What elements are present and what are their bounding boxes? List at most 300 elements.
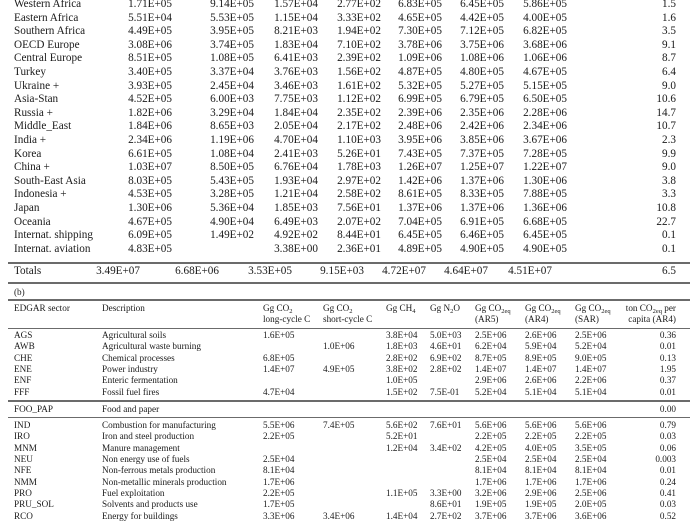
cell-c6: 7.37E+05	[460, 147, 504, 160]
cell-per-capita: 0.01	[659, 341, 676, 352]
cell-c1: 6.09E+05	[128, 229, 172, 242]
cell-sector: IND	[14, 420, 31, 430]
region-name: Internat. aviation	[14, 242, 91, 255]
cell-c4: 1.61E+02	[337, 79, 381, 92]
header-co2-long-line1: Gg $CO_2$	[263, 303, 293, 315]
table-row	[0, 134, 690, 147]
cell-c8: 10.7	[656, 120, 676, 133]
table-b-header-rule	[8, 328, 690, 329]
cell-ar4: 3.7E+06	[525, 510, 557, 521]
cell-c8: 3.8	[662, 174, 676, 187]
cell-c6: 5.27E+05	[460, 79, 504, 92]
cell-c3: 1.84E+04	[274, 106, 318, 119]
header-co2-long-line2: long-cycle C	[263, 314, 311, 324]
cell-c6: 7.12E+05	[460, 25, 504, 38]
totals-c1: 3.49E+07	[96, 265, 140, 277]
cell-c5: 2.48E+06	[398, 120, 442, 133]
cell-sar: 1.7E+06	[575, 476, 607, 487]
cell-c3: 1.93E+04	[274, 174, 318, 187]
cell-c1: 8.51E+05	[128, 52, 172, 65]
cell-c3: 2.05E+04	[274, 120, 318, 133]
region-name: Indonesia +	[14, 188, 67, 201]
cell-co2l: 2.5E+04	[263, 454, 295, 465]
cell-c8: 8.7	[662, 52, 676, 65]
cell-desc: Fossil fuel fires	[102, 386, 160, 397]
cell-c6: 6.91E+05	[460, 215, 504, 228]
cell-c2: 9.14E+05	[210, 0, 254, 10]
cell-c5: 6.45E+05	[398, 229, 442, 242]
cell-c4: 7.10E+02	[337, 38, 381, 51]
cell-c5: 1.09E+06	[398, 52, 442, 65]
cell-sar: 8.1E+04	[575, 465, 607, 476]
table-row	[0, 364, 690, 375]
table-row	[0, 39, 690, 52]
cell-per-capita: 0.52	[659, 510, 676, 521]
cell-ar4: 2.5E+04	[525, 454, 557, 465]
table-row	[0, 120, 690, 133]
cell-c8: 9.9	[662, 147, 676, 160]
cell-sector: IRO	[14, 431, 30, 442]
cell-sar: 2.2E+05	[575, 431, 607, 442]
cell-ar4: 4.0E+05	[525, 442, 557, 453]
header-n2o-subscript: 2	[450, 308, 454, 315]
cell-c5: 4.89E+05	[398, 242, 442, 255]
region-name: Southern Africa	[14, 25, 86, 38]
cell-sar: 1.4E+07	[575, 364, 607, 375]
table-row	[0, 420, 690, 431]
cell-c1: 1.03E+07	[128, 161, 172, 174]
cell-c2: 2.45E+04	[210, 79, 254, 92]
cell-c7: 6.82E+05	[523, 25, 567, 38]
cell-c6: 4.90E+05	[460, 242, 504, 255]
header-co2-long	[263, 303, 310, 325]
cell-c7: 5.86E+05	[523, 0, 567, 10]
cell-c3: 4.92E+02	[274, 229, 318, 242]
cell-co2l: 8.1E+04	[263, 465, 295, 476]
totals-c3: 3.53E+05	[248, 265, 292, 277]
cell-c2: 3.29E+04	[210, 106, 254, 119]
header-per-capita-line2: capita (AR4)	[628, 314, 676, 324]
cell-co2l: 1.6E+05	[263, 330, 295, 340]
cell-n2o: 3.3E+00	[430, 488, 462, 499]
cell-c7: 1.06E+06	[523, 52, 567, 65]
table-b-label	[0, 287, 690, 298]
cell-c7: 6.68E+05	[523, 215, 567, 228]
cell-c5: 7.04E+05	[398, 215, 442, 228]
region-name: Ukraine +	[14, 79, 60, 92]
header-per-capita	[626, 303, 676, 325]
table-row	[0, 511, 690, 522]
table-row	[0, 477, 690, 488]
table-row	[0, 353, 690, 364]
header-ar4	[525, 303, 561, 325]
cell-sar: 2.5E+04	[575, 454, 607, 465]
cell-sector: PRO	[14, 488, 32, 499]
cell-c2: 6.00E+03	[210, 93, 254, 106]
cell-desc: Enteric fermentation	[102, 375, 178, 386]
cell-c5: 4.87E+05	[398, 66, 442, 78]
cell-c1: 1.82E+06	[128, 106, 172, 119]
cell-c3: 3.76E+03	[274, 66, 318, 78]
region-name: Asia-Stan	[14, 93, 59, 106]
cell-c7: 6.50E+05	[523, 93, 567, 106]
totals-c4: 9.15E+03	[320, 265, 364, 277]
table-row	[0, 161, 690, 174]
cell-c6: 2.42E+06	[460, 120, 504, 133]
cell-ar4: 2.2E+05	[525, 431, 557, 442]
cell-c3: 3.38E+00	[274, 242, 318, 255]
cell-c4: 5.26E+01	[337, 147, 381, 160]
cell-c5: 5.32E+05	[398, 79, 442, 92]
cell-c4: 8.44E+01	[337, 229, 381, 242]
cell-sar: 5.1E+04	[575, 386, 607, 397]
cell-co2l: 4.7E+04	[263, 386, 295, 397]
header-co2-short	[323, 303, 372, 325]
cell-sar: 2.0E+05	[575, 499, 607, 510]
cell-ar4: 5.6E+06	[525, 420, 557, 430]
cell-ar5: 1.7E+06	[475, 476, 507, 487]
cell-ar5: 2.2E+05	[475, 431, 507, 442]
region-name: OECD Europe	[14, 38, 80, 51]
cell-per-capita: 0.13	[659, 352, 676, 363]
table-b-label-text: (b)	[14, 287, 25, 297]
cell-c3: 4.70E+04	[274, 134, 318, 146]
cell-c7: 1.22E+07	[523, 161, 567, 174]
cell-c6: 4.80E+05	[460, 66, 504, 78]
cell-c5: 6.99E+05	[398, 93, 442, 106]
cell-ch4: 1.0E+05	[386, 375, 418, 386]
cell-desc: Non energy use of fuels	[102, 454, 190, 465]
cell-ar5: 2.5E+06	[475, 330, 507, 340]
table-row	[0, 52, 690, 65]
cell-co2l: 2.2E+05	[263, 488, 295, 499]
cell-c6: 6.79E+05	[460, 93, 504, 106]
table-row	[0, 499, 690, 510]
cell-c2: 1.49E+02	[210, 229, 254, 242]
cell-c6: 3.85E+06	[460, 134, 504, 146]
cell-c8: 3.5	[662, 25, 676, 38]
table-row	[0, 202, 690, 215]
cell-c6: 6.45E+05	[460, 0, 504, 10]
cell-co2s: 7.4E+05	[323, 420, 355, 430]
cell-ar4: 8.1E+04	[525, 465, 557, 476]
cell-ar5: 1.4E+07	[475, 364, 507, 375]
table-row	[0, 243, 690, 256]
cell-per-capita: 1.95	[659, 364, 676, 375]
cell-n2o: 4.6E+01	[430, 341, 462, 352]
region-name: Korea	[14, 147, 42, 160]
cell-c1: 4.53E+05	[128, 188, 172, 201]
cell-c2: 3.95E+05	[210, 25, 254, 38]
header-ar5-line1: Gg $CO_{2eq}$	[475, 303, 511, 315]
cell-c8: 1.6	[662, 11, 676, 24]
cell-per-capita: 0.79	[659, 420, 676, 430]
cell-desc: Solvents and products use	[102, 499, 198, 510]
cell-ar4: 5.1E+04	[525, 386, 557, 397]
cell-per-capita: 0.00	[659, 404, 676, 414]
cell-ar4: 8.9E+05	[525, 352, 557, 363]
header-co2-short-line2: short-cycle C	[323, 314, 373, 324]
cell-c5: 7.30E+05	[398, 25, 442, 38]
cell-c3: 6.49E+03	[274, 215, 318, 228]
header-per-capita-subscript: 2eq	[652, 308, 662, 315]
cell-sector: AWB	[14, 341, 35, 352]
totals-c6: 4.64E+07	[444, 265, 488, 277]
cell-c2: 5.36E+04	[210, 202, 254, 214]
cell-c1: 4.49E+05	[128, 25, 172, 38]
cell-c8: 3.3	[662, 188, 676, 201]
cell-c5: 1.26E+07	[398, 161, 442, 174]
cell-ar5: 3.7E+06	[475, 510, 507, 521]
header-co2-long-subscript: 2	[289, 308, 293, 315]
group-2-rule	[8, 417, 690, 418]
cell-desc: Combustion for manufacturing	[102, 420, 216, 430]
region-name: South-East Asia	[14, 174, 86, 187]
cell-c2: 3.74E+05	[210, 38, 254, 51]
cell-c1: 2.34E+06	[128, 134, 172, 146]
table-row	[0, 431, 690, 442]
cell-sector: FFF	[14, 386, 30, 397]
cell-c7: 7.88E+05	[523, 188, 567, 201]
header-ar5-subscript: 2eq	[501, 308, 511, 315]
cell-ar4: 2.6E+06	[525, 330, 557, 340]
cell-c4: 1.78E+03	[337, 161, 381, 174]
cell-c4: 1.56E+02	[337, 66, 381, 78]
cell-n2o: 6.9E+02	[430, 352, 462, 363]
cell-c4: 2.39E+02	[337, 52, 381, 65]
table-a-totals-row	[0, 265, 690, 278]
cell-co2l: 1.4E+07	[263, 364, 295, 375]
cell-c3: 3.46E+03	[274, 79, 318, 92]
cell-c3: 8.21E+03	[274, 25, 318, 38]
cell-sar: 2.5E+06	[575, 488, 607, 499]
cell-c6: 4.42E+05	[460, 11, 504, 24]
cell-sector: NFE	[14, 465, 32, 476]
cell-ar4: 5.9E+04	[525, 341, 557, 352]
table-row	[0, 454, 690, 465]
cell-co2l: 2.2E+05	[263, 431, 295, 442]
cell-c3: 1.85E+03	[274, 202, 318, 214]
cell-per-capita: 0.24	[659, 476, 676, 487]
cell-c8: 9.0	[662, 79, 676, 92]
totals-label: Totals	[14, 265, 42, 277]
cell-desc: Energy for buildings	[102, 510, 178, 521]
cell-c2: 8.65E+03	[210, 120, 254, 133]
cell-c3: 2.41E+03	[274, 147, 318, 160]
cell-c3: 1.83E+04	[274, 38, 318, 51]
table-a-bottom-rule	[8, 262, 690, 264]
cell-c1: 6.61E+05	[128, 147, 172, 160]
cell-desc: Agricultural soils	[102, 330, 167, 340]
cell-ar5: 5.2E+04	[475, 386, 507, 397]
cell-c2: 1.08E+04	[210, 147, 254, 160]
table-row	[0, 216, 690, 229]
table-row	[0, 341, 690, 352]
header-ch4-line1: Gg $CH_4$	[386, 303, 416, 315]
totals-rule	[8, 282, 690, 284]
cell-c7: 3.67E+06	[523, 134, 567, 146]
cell-desc: Food and paper	[102, 404, 160, 414]
cell-sar: 9.0E+05	[575, 352, 607, 363]
table-row	[0, 188, 690, 201]
cell-sector: AGS	[14, 330, 33, 340]
cell-per-capita: 0.03	[659, 431, 676, 442]
cell-sector: FOO_PAP	[14, 404, 53, 414]
cell-c2: 5.53E+05	[210, 11, 254, 24]
cell-c5: 7.43E+05	[398, 147, 442, 160]
cell-sector: PRU_SOL	[14, 499, 54, 510]
cell-n2o: 7.6E+01	[430, 420, 462, 430]
cell-ar4: 1.7E+06	[525, 476, 557, 487]
cell-c2: 1.08E+05	[210, 52, 254, 65]
cell-co2s: 4.9E+05	[323, 364, 355, 375]
header-co2-short-line1: Gg $CO_2$	[323, 303, 353, 315]
cell-ch4: 5.2E+01	[386, 431, 418, 442]
cell-ch4: 1.8E+03	[386, 341, 418, 352]
cell-desc: Agricultural waste burning	[102, 341, 201, 352]
cell-ch4: 1.4E+04	[386, 510, 418, 521]
cell-c4: 2.77E+02	[337, 0, 381, 10]
cell-sar: 2.2E+06	[575, 375, 607, 386]
totals-c8: 6.5	[662, 265, 676, 277]
cell-ch4: 3.8E+02	[386, 364, 418, 375]
table-row	[0, 330, 690, 341]
header-ar5	[475, 303, 511, 325]
table-row	[0, 66, 690, 79]
cell-sar: 5.6E+06	[575, 420, 607, 430]
cell-c6: 1.08E+06	[460, 52, 504, 65]
header-n2o	[430, 303, 460, 314]
cell-c1: 4.67E+05	[128, 215, 172, 228]
cell-c8: 0.1	[662, 242, 676, 255]
cell-sector: ENE	[14, 364, 32, 375]
cell-ar4: 2.6E+06	[525, 375, 557, 386]
cell-ar4: 1.4E+07	[525, 364, 557, 375]
cell-ar5: 4.2E+05	[475, 442, 507, 453]
cell-desc: Manure management	[102, 442, 180, 453]
cell-c7: 4.67E+05	[523, 66, 567, 78]
cell-co2l: 3.3E+06	[263, 510, 295, 521]
cell-desc: Non-ferrous metals production	[102, 465, 216, 476]
cell-c7: 1.36E+06	[523, 202, 567, 214]
cell-desc: Non-metallic minerals production	[102, 476, 227, 487]
cell-c8: 9.0	[662, 161, 676, 174]
cell-c8: 1.5	[662, 0, 676, 10]
cell-c7: 1.30E+06	[523, 174, 567, 187]
cell-c7: 6.45E+05	[523, 229, 567, 242]
cell-co2s: 1.0E+06	[323, 341, 355, 352]
cell-c4: 2.36E+01	[337, 242, 381, 255]
cell-per-capita: 0.01	[659, 465, 676, 476]
cell-ar4: 2.9E+06	[525, 488, 557, 499]
cell-co2l: 5.5E+06	[263, 420, 295, 430]
cell-per-capita: 0.03	[659, 499, 676, 510]
cell-ch4: 3.8E+04	[386, 330, 418, 340]
header-per-capita-line1: ton $CO_{2eq}$ per	[625, 303, 676, 315]
cell-per-capita: 0.06	[659, 442, 676, 453]
cell-c1: 5.51E+04	[128, 11, 172, 24]
cell-sector: NMM	[14, 476, 37, 487]
cell-c1: 8.03E+05	[128, 174, 172, 187]
cell-c8: 9.1	[662, 38, 676, 51]
cell-ar5: 8.7E+05	[475, 352, 507, 363]
cell-c8: 14.7	[656, 106, 676, 119]
cell-c4: 2.07E+02	[337, 215, 381, 228]
header-sar-line2: (SAR)	[575, 314, 599, 324]
cell-c2: 3.37E+04	[210, 66, 254, 78]
cell-c3: 1.15E+04	[274, 11, 318, 24]
cell-co2l: 1.7E+06	[263, 476, 295, 487]
cell-c5: 8.61E+05	[398, 188, 442, 201]
cell-c8: 10.8	[656, 202, 676, 214]
cell-c1: 3.08E+06	[128, 38, 172, 51]
header-ch4-subscript: 4	[412, 308, 416, 315]
cell-c5: 4.65E+05	[398, 11, 442, 24]
cell-c4: 1.12E+02	[337, 93, 381, 106]
cell-ar5: 1.9E+05	[475, 499, 507, 510]
header-ar5-line2: (AR5)	[475, 314, 499, 324]
cell-co2l: 1.7E+05	[263, 499, 295, 510]
header-sector: EDGAR sector	[14, 303, 70, 313]
cell-n2o: 7.5E-01	[430, 386, 460, 397]
cell-c3: 1.57E+04	[274, 0, 318, 10]
cell-c1: 4.83E+05	[128, 242, 172, 255]
cell-desc: Iron and steel production	[102, 431, 195, 442]
cell-ch4: 1.5E+02	[386, 386, 418, 397]
cell-c4: 7.56E+01	[337, 202, 381, 214]
cell-c2: 8.50E+05	[210, 161, 254, 174]
cell-c1: 3.93E+05	[128, 79, 172, 92]
cell-c7: 5.15E+05	[523, 79, 567, 92]
cell-sector: MNM	[14, 442, 37, 453]
cell-c2: 5.43E+05	[210, 174, 254, 187]
cell-sector: RCO	[14, 510, 33, 521]
cell-per-capita: 0.003	[655, 454, 676, 465]
header-co2-short-subscript: 2	[349, 308, 353, 315]
cell-ar5: 6.2E+04	[475, 341, 507, 352]
cell-c4: 3.33E+02	[337, 11, 381, 24]
cell-c3: 7.75E+03	[274, 93, 318, 106]
cell-c6: 3.75E+06	[460, 38, 504, 51]
region-name: China +	[14, 161, 50, 174]
cell-ch4: 2.8E+02	[386, 352, 418, 363]
cell-per-capita: 0.36	[659, 330, 676, 340]
cell-c4: 2.35E+02	[337, 106, 381, 119]
cell-c3: 6.41E+03	[274, 52, 318, 65]
header-ar4-subscript: 2eq	[551, 308, 561, 315]
cell-per-capita: 0.41	[659, 488, 676, 499]
cell-c7: 3.68E+06	[523, 38, 567, 51]
cell-sar: 2.5E+06	[575, 330, 607, 340]
cell-n2o: 2.7E+02	[430, 510, 462, 521]
cell-sar: 3.5E+05	[575, 442, 607, 453]
cell-co2l: 6.8E+05	[263, 352, 295, 363]
cell-desc: Fuel exploitation	[102, 488, 165, 499]
cell-ar5: 2.5E+04	[475, 454, 507, 465]
cell-c4: 1.10E+03	[337, 134, 381, 146]
cell-c1: 1.84E+06	[128, 120, 172, 133]
cell-sar: 5.2E+04	[575, 341, 607, 352]
cell-c4: 2.97E+02	[337, 174, 381, 187]
cell-c6: 2.35E+06	[460, 106, 504, 119]
table-row	[0, 387, 690, 398]
totals-c7: 4.51E+07	[508, 265, 552, 277]
cell-ch4: 1.2E+04	[386, 442, 418, 453]
cell-c7: 2.28E+06	[523, 106, 567, 119]
cell-ar5: 3.2E+06	[475, 488, 507, 499]
cell-c5: 2.39E+06	[398, 106, 442, 119]
cell-c7: 2.34E+06	[523, 120, 567, 133]
